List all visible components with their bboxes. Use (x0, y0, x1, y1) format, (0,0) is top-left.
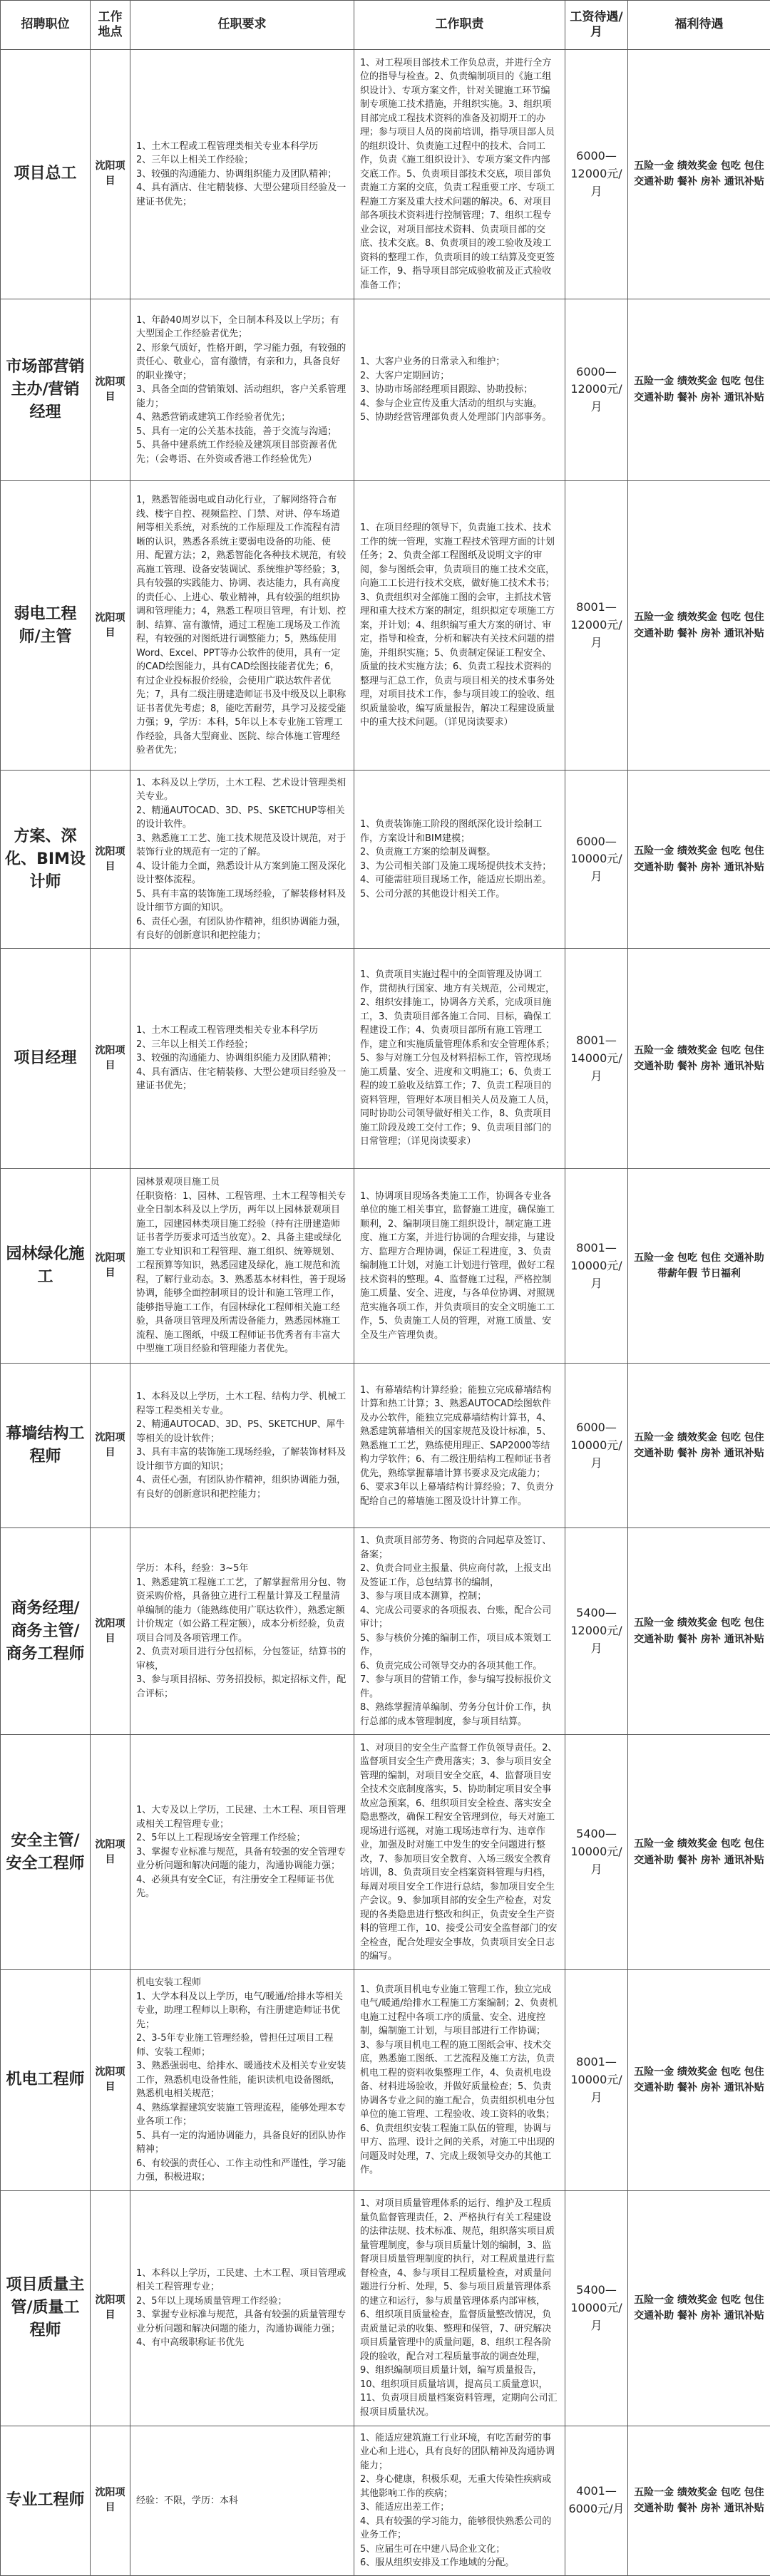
job-salary: 4001—6000元/月 (565, 2426, 628, 2575)
duty-line: 2、负责施工方案的绘制及调整。 (360, 847, 496, 858)
job-duties (354, 1168, 565, 1364)
job-title: 项目经理 (1, 949, 91, 1168)
requirement-line: 2、5年以上工程现场安全管理工作经验； (136, 1833, 306, 1844)
requirement-line: 3、参与项目招标、劳务招投标，拟定招标文件，配合评标； (136, 1674, 346, 1699)
requirement-line: 5、具有丰富的装饰施工现场经验，了解装修材料及设计细节方面的知识。 (136, 888, 346, 914)
job-requirements (130, 1168, 354, 1364)
requirement-line: 1，熟悉智能弱电或自动化行业，了解网络符合布线、楼宇自控、视频监控、门禁、对讲、停车场道闸等相关系统，对系统的工作原理及工作流程有清晰的认识，熟悉各系统主要弱电设备的功能、使用、配置方法；2，熟悉智能化各种技术规范，有较高施工管理、设备安装调试、系统维护等经验；3，具有较强的实践能力、协调、表达能力，具有高度的责任心、上进心、敬业精神，具有较强的组织协调和管理能力；4，熟悉工程项目管理，有计划、控制、结算、富有激情，通过工程施工现场及工作流程，有较强的对图纸进行调整能力；5，熟练使用Word、Excel、PPT等办公软件的使用，具有一定的CAD绘图能力，具有CAD绘图技能者优先；6，有过企业投标报价经验，会使用广联达软件者优先；7，具有二级注册建造师证书及中级及以上职称证书者优先考虑；8，能吃苦耐劳，具学习及接受能力强；9，学历：本科，5年以上本专业施工管理工作经验，具备大型商业、医院、综合体施工管理经验者优先； (136, 495, 346, 756)
requirement-line: 园林景观项目施工员 (136, 1177, 220, 1188)
duty-line: 1、能适应建筑施工行业环境，有吃苦耐劳的事业心和上进心，具有良好的团队精神及沟通协调能力； (360, 2432, 555, 2471)
requirement-line: 3、熟悉强弱电、给排水、暖通技术及相关专业安装工作，熟悉机电设备性能，能识读机电设备图纸，熟悉机电相关规范； (136, 2061, 346, 2100)
job-salary: 6000—12000元/月 (565, 299, 628, 480)
requirement-line: 1、土木工程或工程管理类相关专业本科学历 (136, 140, 319, 152)
requirement-line: 任职资格：1、园林、工程管理、土木工程等相关专业全日制本科及以上学历，两年以上园林景观项目施工，园建园林类项目施工经验（持有注册建造师证书者学历要求可适当放宽）。2、具备主建或绿化施工专业知识和工程管理、施工组织、统筹规划、工程预算等知识，熟悉园建及绿化，施工规范和流程，了解行业动态。3、熟悉基本材料性，善于现场协调，能够全面控制项目的设计和施工管理工作，能够指导施工工作，有园林绿化工程师相关施工经验，具备项目管理及所需设备能力，熟悉园林施工流程、施工图纸，中级工程师证书优秀者有丰富大中型施工项目经验和管理能力者优先。 (136, 1190, 346, 1355)
requirement-line: 2、精通AUTOCAD、3D、PS、SKETCHUP等相关的设计软件。 (136, 805, 345, 830)
job-location: 沈阳项目 (91, 480, 130, 770)
header-row (1, 1, 770, 50)
job-title: 机电工程师 (1, 1969, 91, 2190)
job-title: 安全主管/安全工程师 (1, 1735, 91, 1970)
job-duties (354, 1528, 565, 1735)
requirement-line: 3、较强的沟通能力、协调组织能力及团队精神； (136, 1053, 337, 1064)
duty-line: 1、大客户业务的日常录入和维护； (360, 356, 505, 368)
job-title: 园林绿化施工 (1, 1168, 91, 1364)
requirement-line: 3、具有丰富的装饰施工现场经验，了解装饰材料及设计细节方面的知识； (136, 1447, 346, 1472)
requirement-line: 3、较强的沟通能力、协调组织能力及团队精神； (136, 168, 337, 180)
requirement-line: 2、三年以上相关工作经验； (136, 1039, 254, 1050)
header-requirements: 任职要求 (130, 1, 354, 50)
job-salary: 5400—12000元/月 (565, 1528, 628, 1735)
duty-line: 5、应届生可在中建八局企业文化； (360, 2543, 505, 2555)
job-requirements (130, 2426, 354, 2575)
job-duties (354, 949, 565, 1168)
requirement-line: 5、具有一定的公关基本技能，善于交流与沟通； (136, 426, 337, 437)
requirement-line: 经验：不限，学历：本科 (136, 2495, 239, 2506)
job-salary: 8001—10000元/月 (565, 1969, 628, 2190)
job-benefits: 五险一金 绩效奖金 包吃 包住 交通补助 餐补 房补 通讯补贴 (628, 480, 770, 770)
job-location: 沈阳项目 (91, 2426, 130, 2575)
requirement-line: 2、三年以上相关工作经验； (136, 155, 254, 166)
requirement-line: 1、大专及以上学历，工民建、土木工程、项目管理或相关工程管理专业； (136, 1805, 346, 1830)
table-row (1, 480, 770, 770)
job-location: 沈阳项目 (91, 1168, 130, 1364)
requirement-line: 4、必须具有安全C证，有注册安全工程师证书优先。 (136, 1874, 334, 1900)
job-duties (354, 2190, 565, 2426)
table-row (1, 299, 770, 480)
job-requirements (130, 1528, 354, 1735)
duty-line: 1、负责项目实施过程中的全面管理及协调工作，贯彻执行国家、地方有关规范，公司规定，2、组织安排施工，协调各方关系，完成项目施工，3、负责项目部各施工合同、目标，确保工程建设工作；4、负责项目部所有施工管理工作，建立和实施质量管理体系和安全管理体系；5、参与对施工分包及材料招标工作，管控现场施工质量、安全、进度和文明施工；6、负责工程的竣工验收及结算工作；7、负责工程项目的资料管理，管理好本项目相关人员及施工人员，同时协助公司领导做好相关工作，8、负责项目施工阶段及竣工交付工作；9、负责项目部门的日常管理；（详见岗读要求） (360, 969, 555, 1148)
job-requirements (130, 299, 354, 480)
requirement-line: 4、熟悉营销或建筑工作经验者优先； (136, 412, 291, 423)
duty-line: 2、负责合同业主报量、供应商付款，上报支出及签证工作，总包结算书的编制， (360, 1563, 552, 1588)
job-location: 沈阳项目 (91, 1969, 130, 2190)
header-location: 工作地点 (91, 1, 130, 50)
duty-line: 3、能适应出差工作； (360, 2502, 450, 2513)
requirement-line: 4、设计能力全面，熟悉设计从方案到施工图及深化设计整体流程。 (136, 860, 346, 886)
job-salary: 6000—12000元/月 (565, 50, 628, 299)
duty-line: 1、有幕墙结构计算经验；能独立完成幕墙结构计算和热工计算；3、熟悉AUTOCAD绘图软件及办公软件，能独立完成幕墙结构计算书，4、熟悉建筑幕墙相关的国家规范及设计标准，5、熟悉施工工艺，熟练使用理正、SAP2000等结构力学软件；6、有二级注册结构工程师证书者优先，熟练掌握幕墙计算书要求及完成能力；6、要求3年以上幕墙结构计算经验；7、负责分配给自己的幕墙施工图及设计计算工作。 (360, 1384, 554, 1507)
requirement-line: 5、具备中建系统工作经验及建筑项目部资源者优先；（会粤语、在外资或香港工作经验优先） (136, 440, 337, 465)
requirement-line: 1、本科以上学历，工民建、土木工程、项目管理或相关工程管理专业； (136, 2267, 346, 2293)
job-duties (354, 50, 565, 299)
duty-line: 1、负责项目机电专业施工管理工作，独立完成电气/暖通/给排水工程施工方案编制；2、负责机电施工过程中各项工序的质量、安全、进度控制，编制施工计划，与项目部进行工作协调；3、参与项目机电工程的施工图纸会审、技术交底，熟悉施工图纸、工艺流程及施工方法，负责机电工程的资料收集整理工作，4、负责机电设备、材料进场验收，并做好质量检查；5、负责协调各专业之间的施工配合，负责组织机电分包单位的施工管理、工程验收、竣工资料的收集；6、负责组织安装工程施工队伍的管理，协调与甲方、监理、设计之间的关系，对施工中出现的问题及时处理，7、完成上级领导交办的其他工作。 (360, 1984, 558, 2176)
requirement-line: 2、形象气质好，性格开朗，学习能力强，有较强的责任心、敬业心，富有激情，有亲和力，具备良好的职业操守； (136, 342, 346, 381)
job-location: 沈阳项目 (91, 50, 130, 299)
requirement-line: 2、负责对项目进行分包招标，分包签证，结算书的审核， (136, 1647, 346, 1671)
requirement-line: 4、熟练掌握建筑安装施工管理流程，能够处理本专业各项工作； (136, 2102, 346, 2128)
requirement-line: 6、有较强的责任心、工作主动性和严谨性，学习能力强，积极进取； (136, 2158, 346, 2183)
job-benefits: 五险一金 绩效奖金 包吃 包住 交通补助 餐补 房补 通讯补贴 (628, 1969, 770, 2190)
duty-line: 1、负责装饰施工阶段的图纸深化设计绘制工作，方案设计和BIM建模； (360, 819, 543, 844)
job-location: 沈阳项目 (91, 299, 130, 480)
job-title: 市场部营销主办/营销经理 (1, 299, 91, 480)
job-title: 方案、深化、BIM设计师 (1, 771, 91, 949)
job-requirements (130, 2190, 354, 2426)
requirement-line: 3、掌握专业标准与规范，具备有较强的安全管理专业分析问题和解决问题的能力，沟通协调能力强； (136, 1846, 346, 1872)
job-salary: 8001—12000元/月 (565, 480, 628, 770)
job-location: 沈阳项目 (91, 2190, 130, 2426)
requirement-line: 机电安装工程师 (136, 1977, 202, 1989)
table-row (1, 771, 770, 949)
job-benefits: 五险一金 绩效奖金 包吃 包住 交通补助 餐补 房补 通讯补贴 (628, 2190, 770, 2426)
job-duties (354, 1969, 565, 2190)
duty-line: 2、身心健康，积极乐观，无重大传染性疾病或其他影响工作的疾病； (360, 2474, 552, 2499)
duty-line: 1、对项目质量管理体系的运行、维护及工程质量负监督管理责任，2、严格执行有关工程建设的法律法规、技术标准、规范，组织落实项目质量管理制度，参与项目质量计划的编制，3、监督项目质量管理制度的执行，对工程质量进行监督检查，4、参与项目工程质量检查，对质量问题进行分析、处理，5、参与项目质量管理体系的建立和运行，参与质量管理体系内部审核，6、组织项目质量检查，监督质量整改情况，负责质量记录的收集、整理和保管，7、研究解决项目质量管理中的质量问题，8、组织工程各阶段的验收，配合对工程质量事故的调查处理，9、组织编制项目质量计划，编写质量报告，10、组织项目质量培训，提高员工质量意识，11、负责项目质量档案资料管理，定期向公司汇报项目质量状况。 (360, 2198, 558, 2418)
job-requirements (130, 1735, 354, 1970)
duty-line: 4、完成公司要求的各项报表、台账，配合公司审计； (360, 1604, 552, 1630)
job-title: 项目质量主管/质量工程师 (1, 2190, 91, 2426)
job-title: 弱电工程师/主管 (1, 480, 91, 770)
job-salary: 6000—10000元/月 (565, 771, 628, 949)
requirement-line: 4、有中高级职称证书优先 (136, 2337, 245, 2349)
requirement-line: 3、熟悉施工工艺、施工技术规范及设计规范，对于装饰行业的规范有一定的了解。 (136, 833, 346, 858)
job-requirements (130, 480, 354, 770)
job-duties (354, 2426, 565, 2575)
job-requirements (130, 1969, 354, 2190)
job-requirements (130, 1364, 354, 1528)
job-duties (354, 1735, 565, 1970)
requirement-line: 4、责任心强，有团队协作精神，组织协调能力强，有良好的创新意识和把控能力； (136, 1475, 346, 1500)
job-benefits: 五险一金 绩效奖金 包吃 包住 交通补助 餐补 房补 通讯补贴 (628, 2426, 770, 2575)
job-title: 幕墙结构工程师 (1, 1364, 91, 1528)
header-duties: 工作职责 (354, 1, 565, 50)
duty-line: 5、协助经营管理部负责人处理部门内部事务。 (360, 412, 552, 423)
requirement-line: 1、土木工程或工程管理类相关专业本科学历 (136, 1025, 319, 1036)
job-location: 沈阳项目 (91, 1528, 130, 1735)
job-requirements (130, 771, 354, 949)
job-requirements (130, 50, 354, 299)
job-title: 商务经理/商务主管/商务工程师 (1, 1528, 91, 1735)
table-row (1, 2190, 770, 2426)
duty-line: 1、负责项目部劳务、物资的合同起草及签订、备案； (360, 1535, 552, 1560)
job-rows (1, 50, 770, 2576)
table-row (1, 1364, 770, 1528)
job-salary: 8001—14000元/月 (565, 949, 628, 1168)
duty-line: 7、参与项目的营销工作，参与编写投标报价文件。 (360, 1674, 552, 1699)
job-benefits: 五险一金 绩效奖金 包吃 包住 交通补助 餐补 房补 通讯补贴 (628, 949, 770, 1168)
duty-line: 1、对项目的安全生产监督工作负领导责任。2、监督项目安全生产费用落实；3、参与项目安全管理的编制，对项目安全交底，4、监督项目安全技术交底制度落实，5、协助制定项目安全事故应急预案，6、组织项目安全检查、落实安全隐患整改，确保工程安全管理到位，每天对施工现场进行巡视，对施工现场违章行为、违章作业，加强及时对施工中发生的安全问题进行整改，7、参加项目安全教育、入场三级安全教育培训，8、负责项目安全档案资料管理与归档，每周对项目安全工作进行总结，参加项目安全生产会议。9、参加项目部的安全生产检查，对发现的各类隐患进行整改和纠正，负责安全生产资料的管理工作，10、接受公司安全监督部门的安全检查，配合处理安全事故，负责项目安全日志的编写。 (360, 1742, 558, 1962)
job-salary: 8001—10000元/月 (565, 1168, 628, 1364)
duty-line: 8、熟练掌握清单编制、劳务分包计价工作，执行总部的成本管理制度，参与项目结算。 (360, 1702, 552, 1727)
job-title: 专业工程师 (1, 2426, 91, 2575)
job-duties (354, 771, 565, 949)
job-location: 沈阳项目 (91, 1364, 130, 1528)
job-title: 项目总工 (1, 50, 91, 299)
job-benefits: 五险一金 绩效奖金 包吃 包住 交通补助 餐补 房补 通讯补贴 (628, 50, 770, 299)
job-benefits: 五险一金 包吃 包住 交通补助 带薪年假 节日福利 (628, 1168, 770, 1364)
job-salary: 5400—10000元/月 (565, 1735, 628, 1970)
table-row (1, 1969, 770, 2190)
job-location: 沈阳项目 (91, 949, 130, 1168)
table-row (1, 1528, 770, 1735)
requirement-line: 4、具有酒店、住宅精装修、大型公建项目经验及一建证书优先； (136, 182, 346, 207)
duty-line: 4、具有较强的学习能力，能够很快熟悉公司的业务工作； (360, 2515, 552, 2541)
header-salary: 工资待遇/月 (565, 1, 628, 50)
job-location: 沈阳项目 (91, 771, 130, 949)
job-benefits: 五险一金 绩效奖金 包吃 包住 交通补助 餐补 房补 通讯补贴 (628, 1735, 770, 1970)
requirement-line: 1、本科及以上学历，土木工程、艺术设计管理类相关专业。 (136, 777, 346, 803)
job-benefits: 五险一金 绩效奖金 包吃 包住 交通补助 餐补 房补 通讯补贴 (628, 1528, 770, 1735)
duty-line: 4、可能需驻项目现场工作，能适应长期出差。 (360, 875, 552, 886)
job-benefits: 五险一金 绩效奖金 包吃 包住 交通补助 餐补 房补 通讯补贴 (628, 1364, 770, 1528)
job-requirements (130, 949, 354, 1168)
job-benefits: 五险一金 绩效奖金 包吃 包住 交通补助 餐补 房补 通讯补贴 (628, 771, 770, 949)
duty-line: 2、大客户定期回访； (360, 370, 450, 381)
requirement-line: 2、5年以上现场质量管理工作经验； (136, 2295, 287, 2307)
duty-line: 6、负责完成公司领导交办的各项其他工作。 (360, 1660, 543, 1671)
requirement-line: 学历：本科，经验：3~5年 (136, 1563, 249, 1575)
job-benefits: 五险一金 绩效奖金 包吃 包住 交通补助 餐补 房补 通讯补贴 (628, 299, 770, 480)
job-location: 沈阳项目 (91, 1735, 130, 1970)
duty-line: 1、协调项目现场各类施工工作，协调各专业各单位的施工相关事宜，监督施工进度，确保施工顺利，2、编制项目施工组织设计，制定施工进度、施工方案，并进行协调的合理安排，与建设方、监理方合理协调，保证工程进度，3、负责编制施工计划，对施工计划进行管理，做好工程技术资料的整理。4、监督施工过程，严格控制施工质量、安全、进度，与各单位协调、对照规范实施各项工作，并负责项目的安全文明施工工作，5、负责施工人员的管理，对施工质量、安全及生产管理负责。 (360, 1190, 555, 1341)
header-benefits: 福利待遇 (628, 1, 770, 50)
job-salary: 6000—10000元/月 (565, 1364, 628, 1528)
requirement-line: 2、3-5年专业施工管理经验，曾担任过项目工程师、安装工程师； (136, 2033, 334, 2058)
table-row (1, 1168, 770, 1364)
duty-line: 3、为公司相关部门及施工现场提供技术支持； (360, 860, 552, 872)
duty-line: 3、协助市场部经理项目跟踪、协助投标； (360, 384, 533, 396)
requirement-line: 6、责任心强，有团队协作精神，组织协调能力强，有良好的创新意识和把控能力； (136, 916, 346, 942)
duty-line: 6、服从组织安排及工作地域的分配。 (360, 2557, 515, 2569)
requirement-line: 1、本科及以上学历，土木工程、结构力学、机械工程等工程类相关专业。 (136, 1391, 346, 1416)
table-row (1, 949, 770, 1168)
requirement-line: 1、大学本科及以上学历，电气/暖通/给排水等相关专业，助理工程师以上职称，有注册建造师证书优先； (136, 1991, 344, 2030)
job-salary: 5400—10000元/月 (565, 2190, 628, 2426)
requirement-line: 1、熟悉建筑工程施工工艺，了解掌握常用分包、物资采购价格，具备独立进行工程量计算及工程量清单编制的能力（能熟练使用广联达软件），熟悉定额计价规定（如公路工程定额），成本分析经验，负责项目合同及各项管理工作。 (136, 1577, 346, 1644)
table-row (1, 2426, 770, 2575)
job-duties (354, 1364, 565, 1528)
requirement-line: 3、掌握专业标准与规范，具备有较强的质量管理专业分析问题和解决问题的能力，沟通协调能力强； (136, 2309, 346, 2334)
requirement-line: 5、具有一定的沟通协调能力，具备良好的团队协作精神； (136, 2130, 346, 2155)
header-position: 招聘职位 (1, 1, 91, 50)
duty-line: 5、参与核价分摊的编制工作，项目成本策划工作， (360, 1632, 552, 1658)
requirement-line: 4、具有酒店、住宅精装修、大型公建项目经验及一建证书优先； (136, 1066, 346, 1092)
duty-line: 1、在项目经理的领导下，负责施工技术、技术工作的统一管理，实施工程技术管理方面的计划任务；2、负责全部工程图纸及说明文字的审阅，参与图纸会审，负责项目的施工技术交底，向施工工长进行技术交底，做好施工技术术书；3、负责组织对全部施工图的会审，主抓技术管理和重大技术方案的制定，组织拟定专项施工方案，并计划；4、组织编写重大方案的研讨、审定，指导和检查，分析和解决有关技术问题的措施，并组织实施；5、负责制定保证工程安全、质量的技术实施方法；6、负责工程技术资料的整理与汇总工作，负责与项目相关的技术事务处理，对项目技术工作，参与项目竣工的验收、组织质量验收，编写质量报告，解决工程建设质量中的重大技术问题。（详见岗读要求） (360, 522, 555, 728)
table-row (1, 50, 770, 299)
table-row (1, 1735, 770, 1970)
job-duties (354, 480, 565, 770)
requirement-line: 1、年龄40周岁以下，全日制本科及以上学历；有大型国企工作经验者优先； (136, 314, 339, 340)
duty-line: 5、公司分派的其他设计相关工作。 (360, 888, 505, 900)
requirement-line: 2、精通AUTOCAD、3D、PS、SKETCHUP、犀牛等相关的设计软件； (136, 1419, 345, 1444)
duty-line: 3、参与项目成本测算，控制； (360, 1591, 487, 1602)
job-duties (354, 299, 565, 480)
duty-line: 1、对工程项目部技术工作负总责，并进行全方位的指导与检查。2、负责编制项目的《施工组织设计》、专项方案文件，针对关键施工环节编制专项施工技术措施，并组织实施。3、组织项目部完成工程技术资料的准备及初期开工的办理；参与项目人员的岗前培训，指导项目部人员的组织设计、负责施工过程中的技术、合同工作，负责《施工组织设计》、专项方案文件内部交底工作。5、负责项目部技术交底，项目部负责施工方案的交底，负责工程重要工序、专项工程施工方案及重大技术问题的解决。6、对项目部各项技术资料进行控制管理；7、组织工程专业会议，对项目部技术资料、负责项目部的交底、技术交底。8、负责项目的竣工验收及竣工资料的整理工作，负责项目的竣工结算及变更签证工作，9、指导项目部完成验收前及正式验收准备工作； (360, 57, 555, 291)
requirement-line: 3、具备全面的营销策划、活动组织，客户关系管理能力； (136, 384, 346, 409)
duty-line: 4、参与企业宣传及重大活动的组织与实施。 (360, 398, 543, 409)
